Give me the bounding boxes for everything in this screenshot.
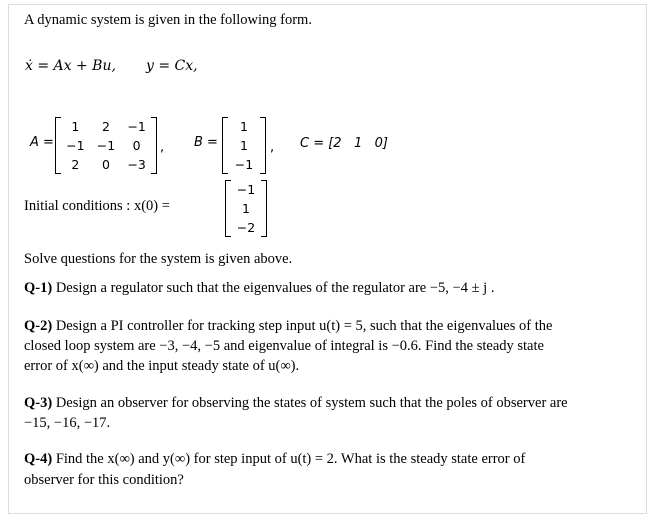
- question-1-id: Q-1): [24, 280, 53, 296]
- matrix-a-cell: 2: [102, 119, 110, 134]
- solve-instruction: Solve questions for the system is given above.: [24, 251, 293, 267]
- matrix-a-cell: 2: [71, 157, 80, 172]
- initial-conditions-cell: −2: [236, 220, 256, 235]
- question-2-id: Q-2): [24, 318, 53, 334]
- initial-conditions-cell: 1: [242, 201, 250, 216]
- matrix-b-cell: 1: [240, 119, 248, 134]
- question-1-line: Design a regulator such that the eigenvalues of the regulator are −5, −4 ± j .: [55, 280, 495, 296]
- matrix-a-cell: −1: [127, 119, 146, 134]
- matrix-a-cell: 1: [71, 119, 80, 134]
- question-2-line: error of x(∞) and the input steady state of u(∞).: [24, 358, 300, 374]
- matrix-a-label: A =: [30, 135, 54, 150]
- question-2-line: Design a PI controller for tracking step input u(t) = 5, such that the eigenvalues of the: [55, 318, 553, 334]
- matrix-b: [222, 117, 266, 174]
- matrix-a-cell: 0: [132, 138, 141, 153]
- question-1: [24, 280, 494, 297]
- matrix-b-cell: −1: [234, 157, 254, 172]
- question-4-line: observer for this condition?: [24, 472, 184, 488]
- output-equation: y = Cx,: [146, 58, 198, 74]
- intro-text: A dynamic system is given in the following form.: [24, 12, 312, 28]
- matrix-a: [55, 117, 157, 174]
- matrix-a-cell: −3: [127, 157, 146, 172]
- initial-conditions-vector: [225, 180, 267, 237]
- question-3-line: −15, −16, −17.: [24, 415, 111, 431]
- matrix-a-cell: −1: [96, 138, 116, 153]
- matrix-a-cell: −1: [66, 138, 85, 153]
- matrix-a-comma: ,: [160, 140, 165, 155]
- question-3-line: Design an observer for observing the states of system such that the poles of observer are: [55, 395, 568, 411]
- question-4: [24, 451, 525, 468]
- matrix-b-cell: 1: [240, 138, 248, 153]
- initial-conditions-cell: −1: [236, 182, 256, 197]
- matrix-b-comma: ,: [270, 140, 275, 155]
- question-2-line: closed loop system are −3, −4, −5 and eigenvalue of integral is −0.6. Find the steady state: [24, 338, 544, 354]
- matrix-c: C = [2 1 0]: [300, 136, 388, 151]
- matrix-a-cell: 0: [102, 157, 110, 172]
- question-3: [24, 395, 568, 412]
- question-2: [24, 318, 552, 335]
- question-4-line: Find the x(∞) and y(∞) for step input of u(t) = 2. What is the steady state error of: [55, 451, 526, 467]
- matrix-b-label: B =: [194, 135, 218, 150]
- initial-conditions-label: Initial conditions : x(0) =: [24, 198, 170, 214]
- state-equation: ẋ = Ax + Bu,: [25, 58, 116, 74]
- question-3-id: Q-3): [24, 395, 53, 411]
- question-4-id: Q-4): [24, 451, 53, 467]
